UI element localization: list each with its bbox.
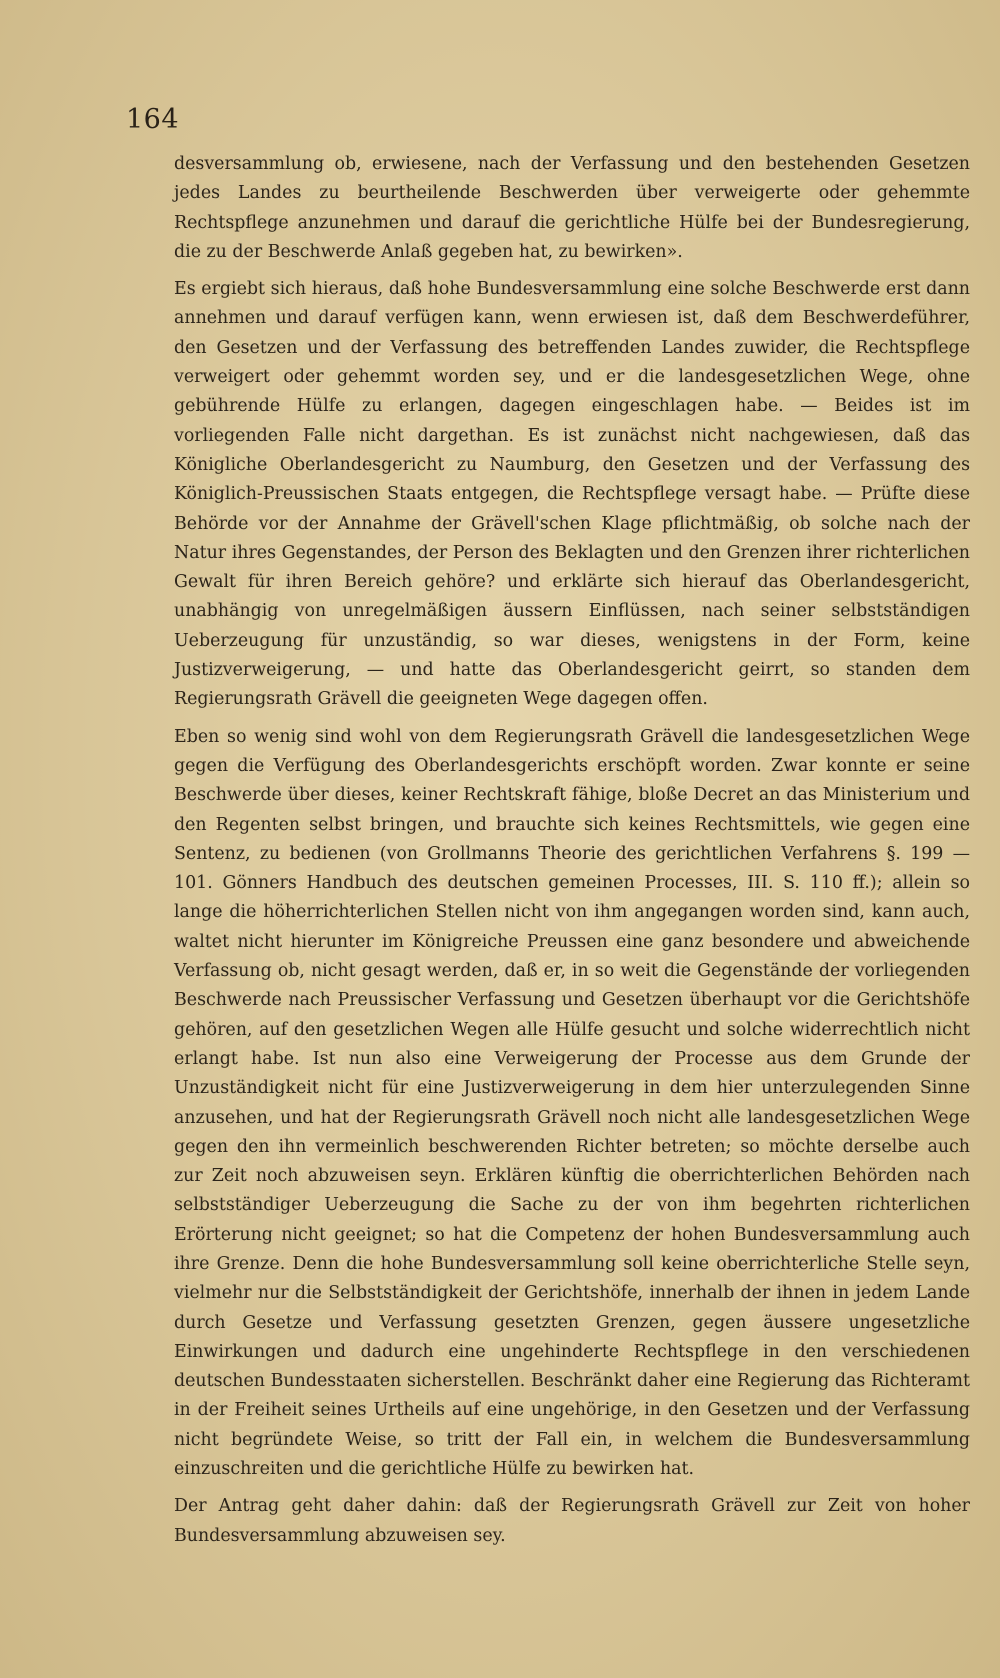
paragraph-4: Der Antrag geht daher dahin: daß der Regierungsrath Grävell zur Zeit von hoher Bundesversammlung abzuweisen sey. (174, 1496, 970, 1546)
paragraph-2: Es ergiebt sich hieraus, daß hohe Bundesversammlung eine solche Beschwerde erst dann annehmen und darauf verfügen kann, wenn erwiesen ist, daß dem Beschwerdeführer, den Gesetzen und der Verfassung des betreffenden Landes zuwider, die Rechtspflege verweigert oder gehemmt worden sey, und er die landesgesetzlichen Wege, ohne gebührende Hülfe zu erlangen, dagegen eingeschlagen habe. — Beides ist im vorliegenden Falle nicht dargethan. Es ist zunächst nicht nachgewiesen, daß das Königliche Oberlandesgericht zu Naumburg, den Gesetzen und der Verfassung des Königlich-Preussischen Staats entgegen, die Rechtspflege versagt habe. — Prüfte diese Behörde vor der Annahme der Grävell'schen Klage pflichtmäßig, ob solche nach der Natur ihres Gegenstandes, der Person des Beklagten und den Grenzen ihrer richterlichen Gewalt für ihren Bereich gehöre? und erklärte sich hierauf das Oberlandesgericht, unabhängig von unregelmäßigen äussern Einflüssen, nach seiner selbstständigen Ueberzeugung für unzuständig, so war dieses, wenigstens in der Form, keine Justizverweigerung, — und hatte das Oberlandesgericht geirrt, so standen dem Regierungsrath Grävell die geeigneten Wege dagegen offen. (174, 279, 970, 710)
page-number: 164 (126, 104, 180, 135)
paragraph-1: desversammlung ob, erwiesene, nach der Verfassung und den bestehenden Gesetzen jedes Landes zu beurtheilende Beschwerden über verweigerte oder gehemmte Rechtspflege anzunehmen und darauf die gerichtliche Hülfe bei der Bundesregierung, die zu der Beschwerde Anlaß gegeben hat, zu bewirken». (174, 154, 970, 262)
page-body (174, 150, 970, 1551)
paragraph-3: Eben so wenig sind wohl von dem Regierungsrath Grävell die landesgesetzlichen Wege gegen die Verfügung des Oberlandesgerichts erschöpft worden. Zwar konnte er seine Beschwerde über dieses, keiner Rechtskraft fähige, bloße Decret an das Ministerium und den Regenten selbst bringen, und brauchte sich keines Rechtsmittels, wie gegen eine Sentenz, zu bedienen (von Grollmanns Theorie des gerichtlichen Verfahrens §. 199 — 101. Gönners Handbuch des deutschen gemeinen Processes, III. S. 110 ff.); allein so lange die höherrichterlichen Stellen nicht von ihm angegangen worden sind, kann auch, waltet nicht hierunter im Königreiche Preussen eine ganz besondere und abweichende Verfassung ob, nicht gesagt werden, daß er, in so weit die Gegenstände der vorliegenden Beschwerde nach Preussischer Verfassung und Gesetzen überhaupt vor die Gerichtshöfe gehören, auf den gesetzlichen Wegen alle Hülfe gesucht und solche widerrechtlich nicht erlangt habe. Ist nun also eine Verweigerung der Processe aus dem Grunde der Unzuständigkeit nicht für eine Justizverweigerung in dem hier unterzulegenden Sinne anzusehen, und hat der Regierungsrath Grävell noch nicht alle landesgesetzlichen Wege gegen den ihn vermeinlich beschwerenden Richter betreten; so möchte derselbe auch zur Zeit noch abzuweisen seyn. Erklären künftig die oberrichterlichen Behörden nach selbstständiger Ueberzeugung die Sache zu der von ihm begehrten richterlichen Erörterung nicht geeignet; so hat die Competenz der hohen Bundesversammlung auch ihre Grenze. Denn die hohe Bundesversammlung soll keine oberrichterliche Stelle seyn, vielmehr nur die Selbstständigkeit der Gerichtshöfe, innerhalb der ihnen in jedem Lande durch Gesetze und Verfassung gesetzten Grenzen, gegen äussere ungesetzliche Einwirkungen und dadurch eine ungehinderte Rechtspflege in den verschiedenen deutschen Bundesstaaten sicherstellen. Beschränkt daher eine Regierung das Richteramt in der Freiheit seines Urtheils auf eine ungehörige, in den Gesetzen und der Verfassung nicht begründete Weise, so tritt der Fall ein, in welchem die Bundesversammlung einzuschreiten und die gerichtliche Hülfe zu bewirken hat. (174, 726, 970, 1480)
